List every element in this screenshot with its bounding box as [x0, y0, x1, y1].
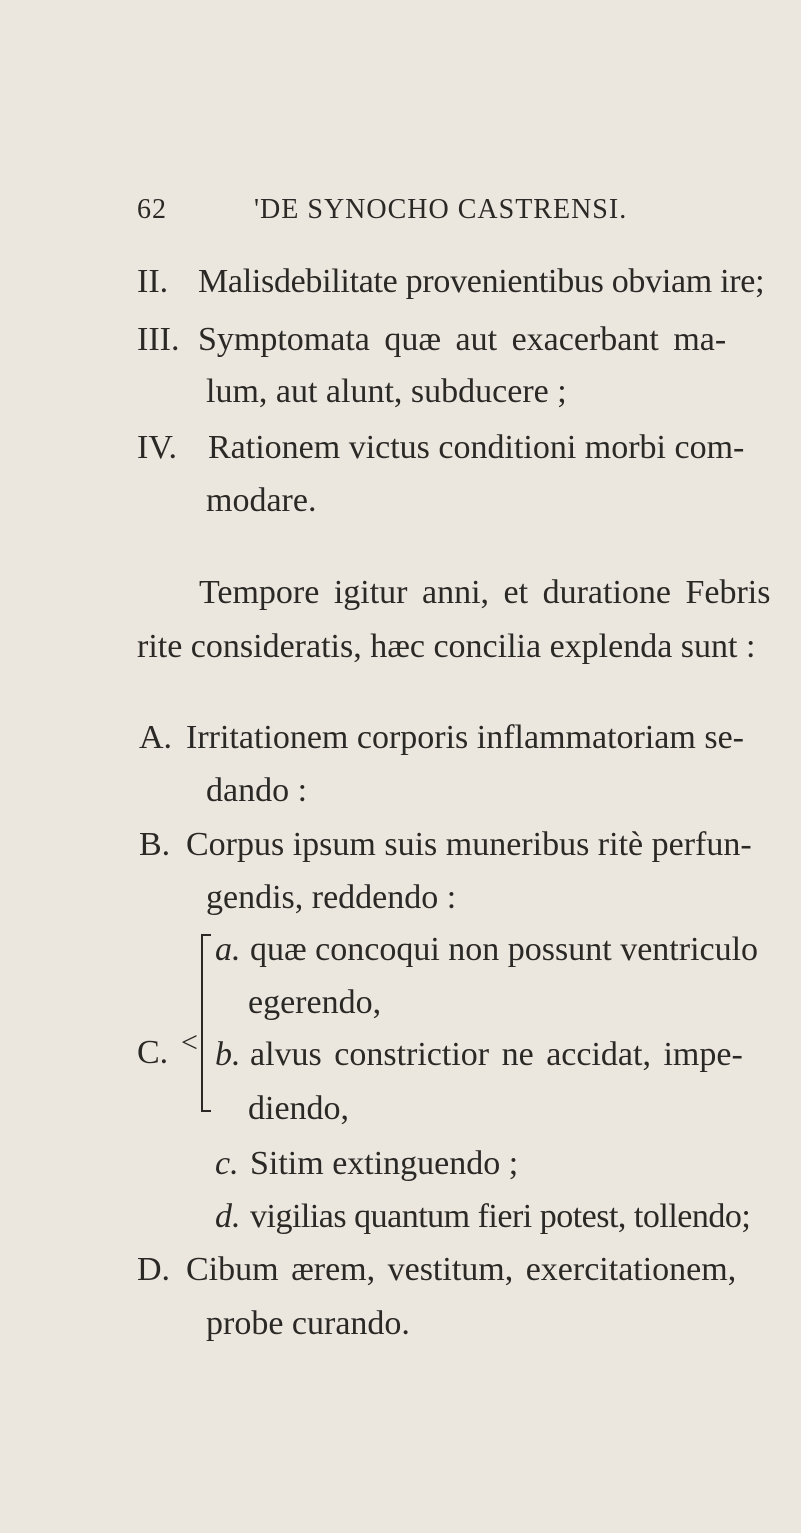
list-item-b-line2: gendis, reddendo : [206, 879, 457, 916]
list-item-a-line2: dando : [206, 772, 308, 809]
list-marker-ii: II. [137, 263, 169, 300]
brace-point: < [181, 1026, 198, 1059]
subitem-d-line1: vigilias quantum fieri potest, tollendo; [250, 1198, 751, 1235]
subitem-a-line2: egerendo, [248, 984, 382, 1021]
subitem-b-line2: diendo, [248, 1090, 350, 1127]
brace-top [201, 934, 211, 936]
subitem-d-letter: d. [215, 1198, 241, 1235]
paragraph-line2: rite consideratis, hæc concilia explenda sunt : [137, 628, 756, 665]
list-item-b-line1: Corpus ipsum suis muneribus ritè perfun- [186, 826, 752, 863]
list-item-a-line1: Irritationem corporis inflammatoriam se- [186, 719, 744, 756]
brace-line [201, 934, 203, 1110]
list-item-iii-line2: lum, aut alunt, subducere ; [206, 373, 567, 410]
list-item-d-line1: Cibum ærem, vestitum, exercitationem, [186, 1251, 737, 1288]
list-marker-d: D. [137, 1251, 171, 1288]
subitem-b-letter: b. [215, 1036, 241, 1073]
list-item-iv-line1: Rationem victus conditioni morbi com- [208, 429, 745, 466]
list-item-d-line2: probe curando. [206, 1305, 410, 1342]
list-item-ii-line1: Malisdebilitate provenientibus obviam ire; [198, 263, 765, 300]
page-number: 62 [137, 194, 167, 225]
list-marker-iv: IV. [137, 429, 177, 466]
subitem-c-line1: Sitim extinguendo ; [250, 1145, 519, 1182]
list-marker-b: B. [139, 826, 171, 863]
list-item-iv-line2: modare. [206, 482, 317, 519]
brace-bottom [201, 1110, 211, 1112]
subitem-a-line1: quæ concoqui non possunt ventriculo [250, 931, 759, 968]
subitem-b-line1: alvus constrictior ne accidat, impe- [250, 1036, 743, 1073]
list-marker-a: A. [139, 719, 173, 756]
list-marker-c: C. [137, 1034, 169, 1071]
subitem-a-letter: a. [215, 931, 241, 968]
running-title: 'DE SYNOCHO CASTRENSI. [254, 194, 628, 225]
paragraph-line1: Tempore igitur anni, et duratione Febris [199, 574, 771, 611]
list-marker-iii: III. [137, 321, 180, 358]
list-item-iii-line1: Symptomata quæ aut exacerbant ma- [198, 321, 727, 358]
subitem-c-letter: c. [215, 1145, 239, 1182]
